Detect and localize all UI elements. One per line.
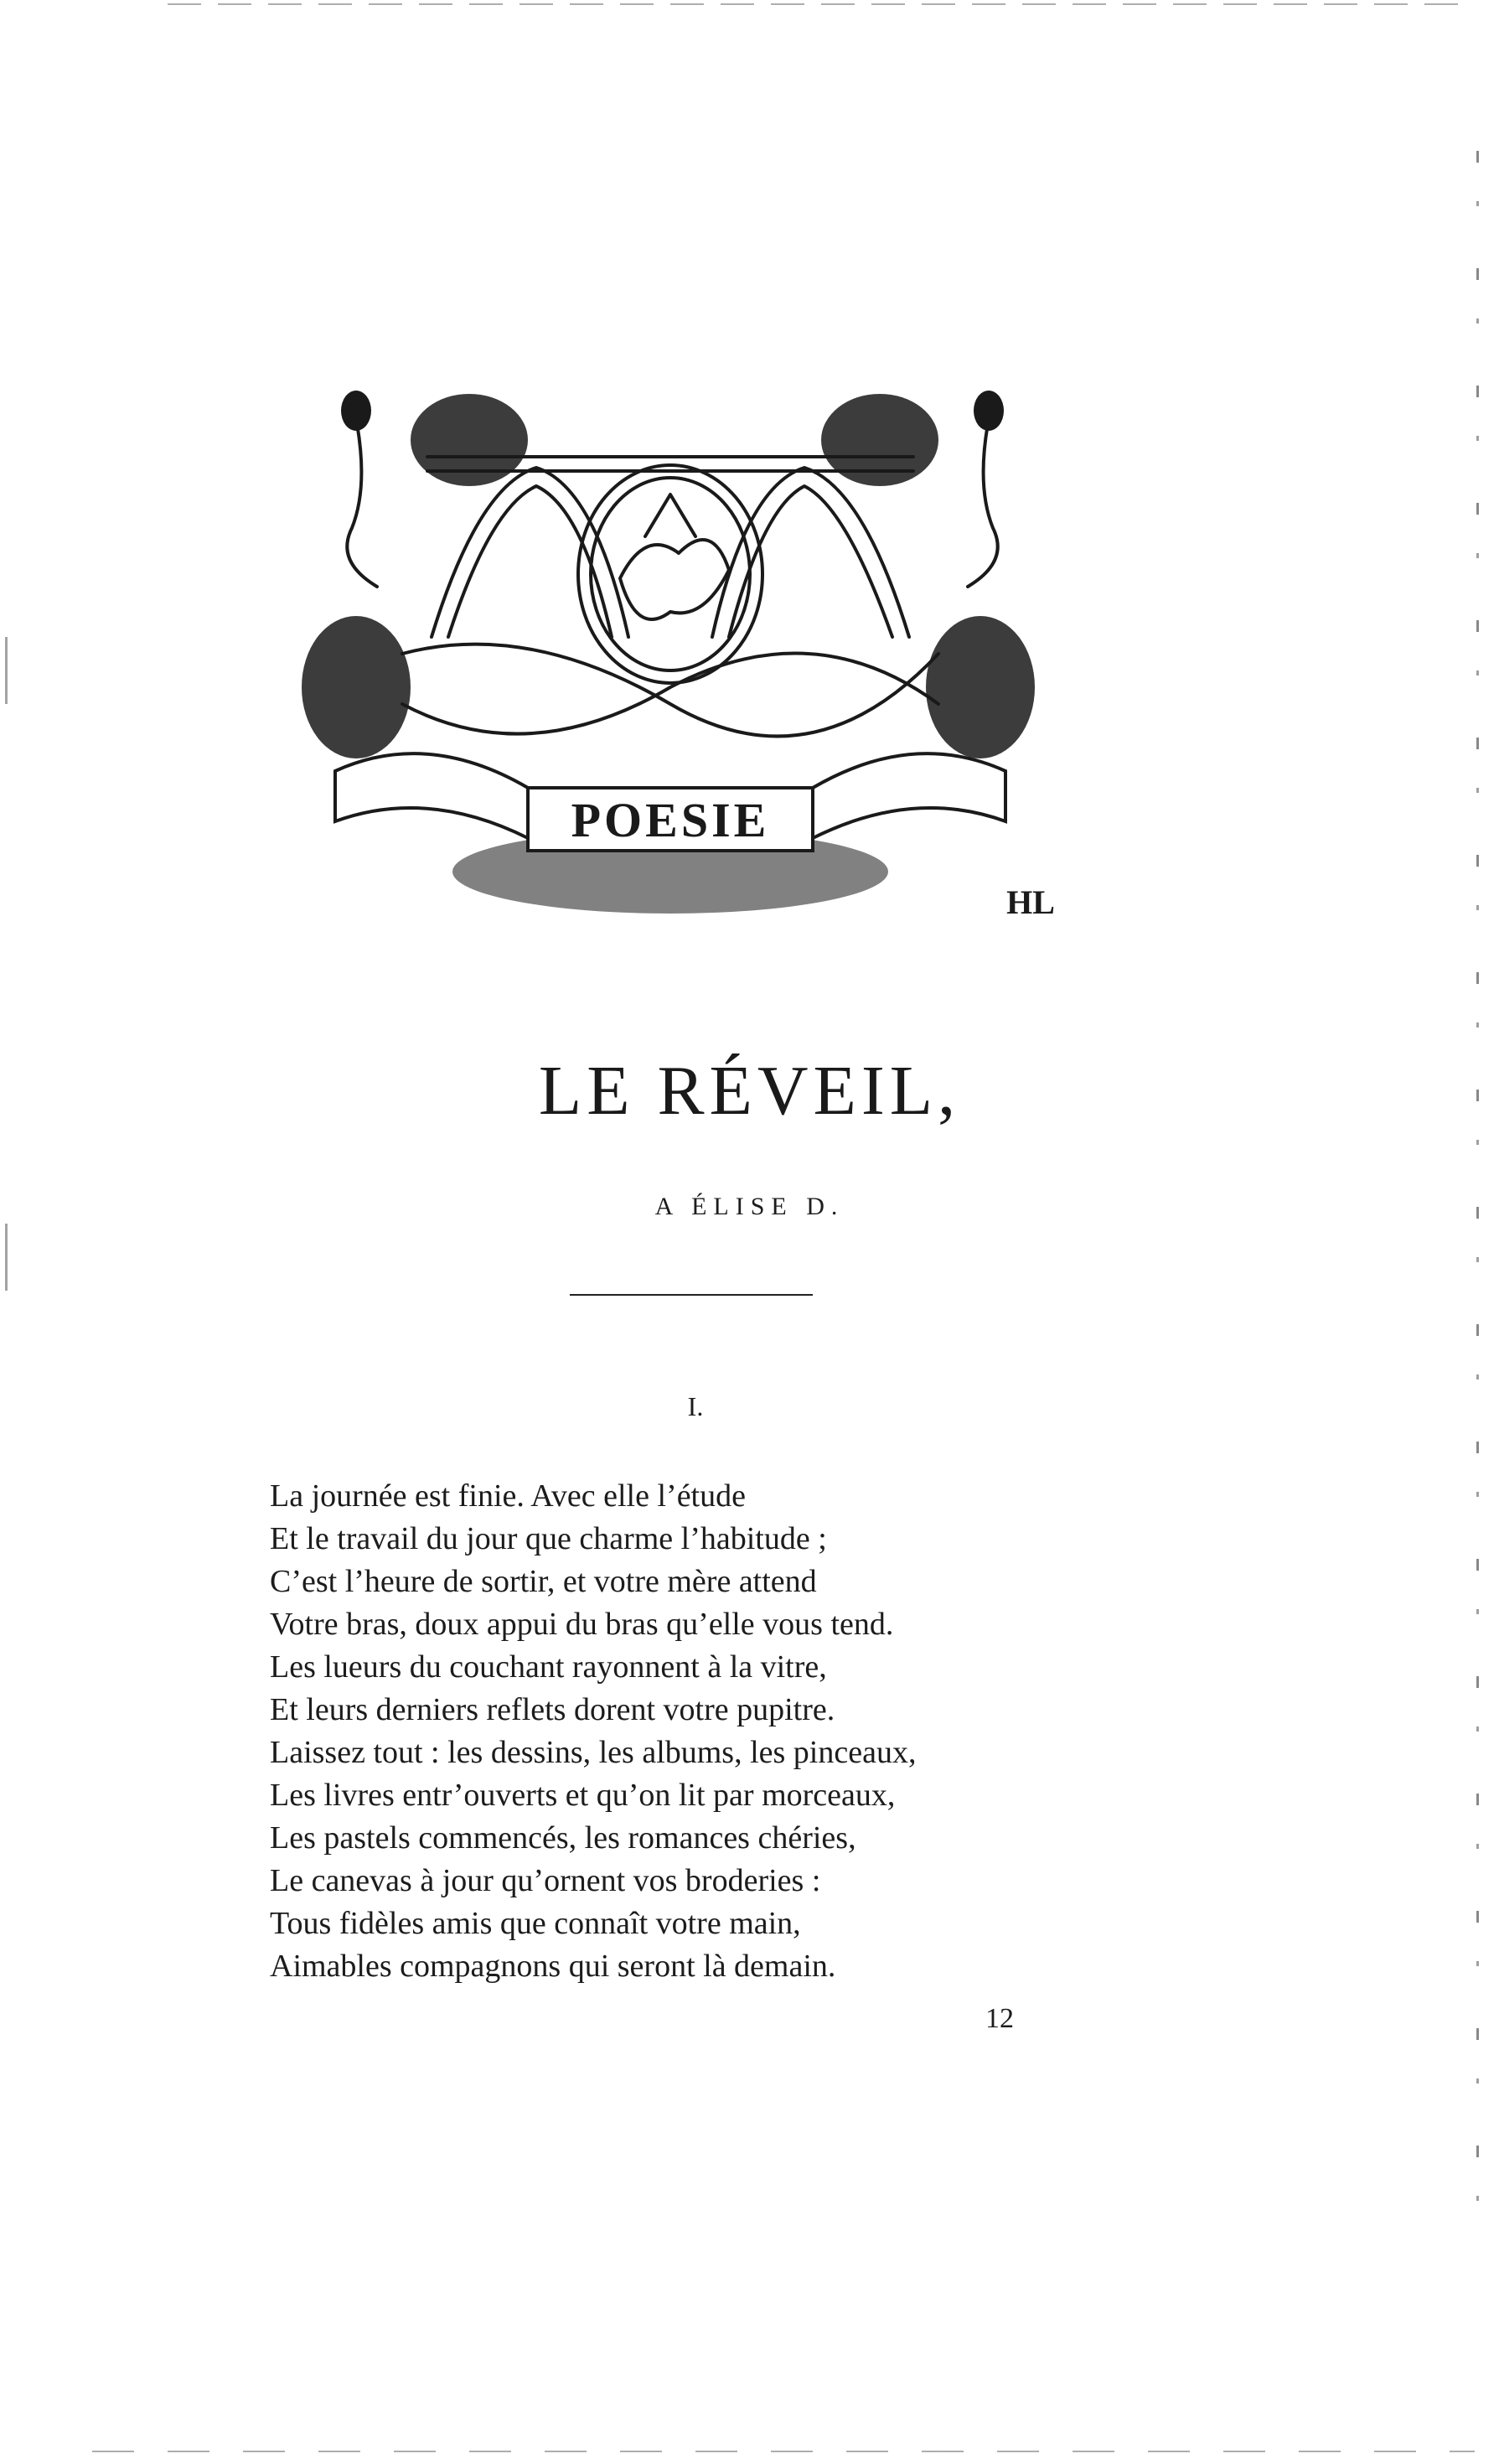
scan-edge-left <box>5 637 8 1810</box>
ornamental-vignette <box>277 369 1064 947</box>
vignette-illustration <box>277 369 1064 947</box>
verse-line: C’est l’heure de sortir, et votre mère attend <box>270 1564 817 1599</box>
verse-line: Et le travail du jour que charme l’habitude ; <box>270 1521 827 1556</box>
poem-stanza <box>270 1475 1108 1988</box>
verse-line: Votre bras, doux appui du bras qu’elle vous tend. <box>270 1607 894 1642</box>
verse-line: Les lueurs du couchant rayonnent à la vitre, <box>270 1649 827 1685</box>
verse-line: Le canevas à jour qu’ornent vos broderies : <box>270 1863 821 1898</box>
verse-line: Les livres entr’ouverts et qu’on lit par morceaux, <box>270 1778 896 1813</box>
verse-line: La journée est finie. Avec elle l’étude <box>270 1478 746 1514</box>
separator-rule <box>570 1294 813 1296</box>
vignette-monogram: HL <box>1006 883 1055 921</box>
poem-title: LE RÉVEIL, <box>538 1052 961 1130</box>
vignette-banner-text: POESIE <box>571 793 770 847</box>
scan-edge-top <box>168 3 1475 5</box>
scan-edge-bottom <box>92 2451 1475 2452</box>
section-number: I. <box>687 1391 704 1421</box>
page-number: 12 <box>985 2003 1014 2034</box>
verse-line: Et leurs derniers reflets dorent votre pupitre. <box>270 1692 835 1727</box>
verse-line: Aimables compagnons qui seront là demain. <box>270 1949 836 1984</box>
poem-dedication: A ÉLISE D. <box>654 1193 845 1220</box>
verse-line: Tous fidèles amis que connaît votre main, <box>270 1906 801 1941</box>
verse-line: Les pastels commencés, les romances chéries, <box>270 1820 856 1856</box>
verse-line: Laissez tout : les dessins, les albums, les pinceaux, <box>270 1735 917 1770</box>
